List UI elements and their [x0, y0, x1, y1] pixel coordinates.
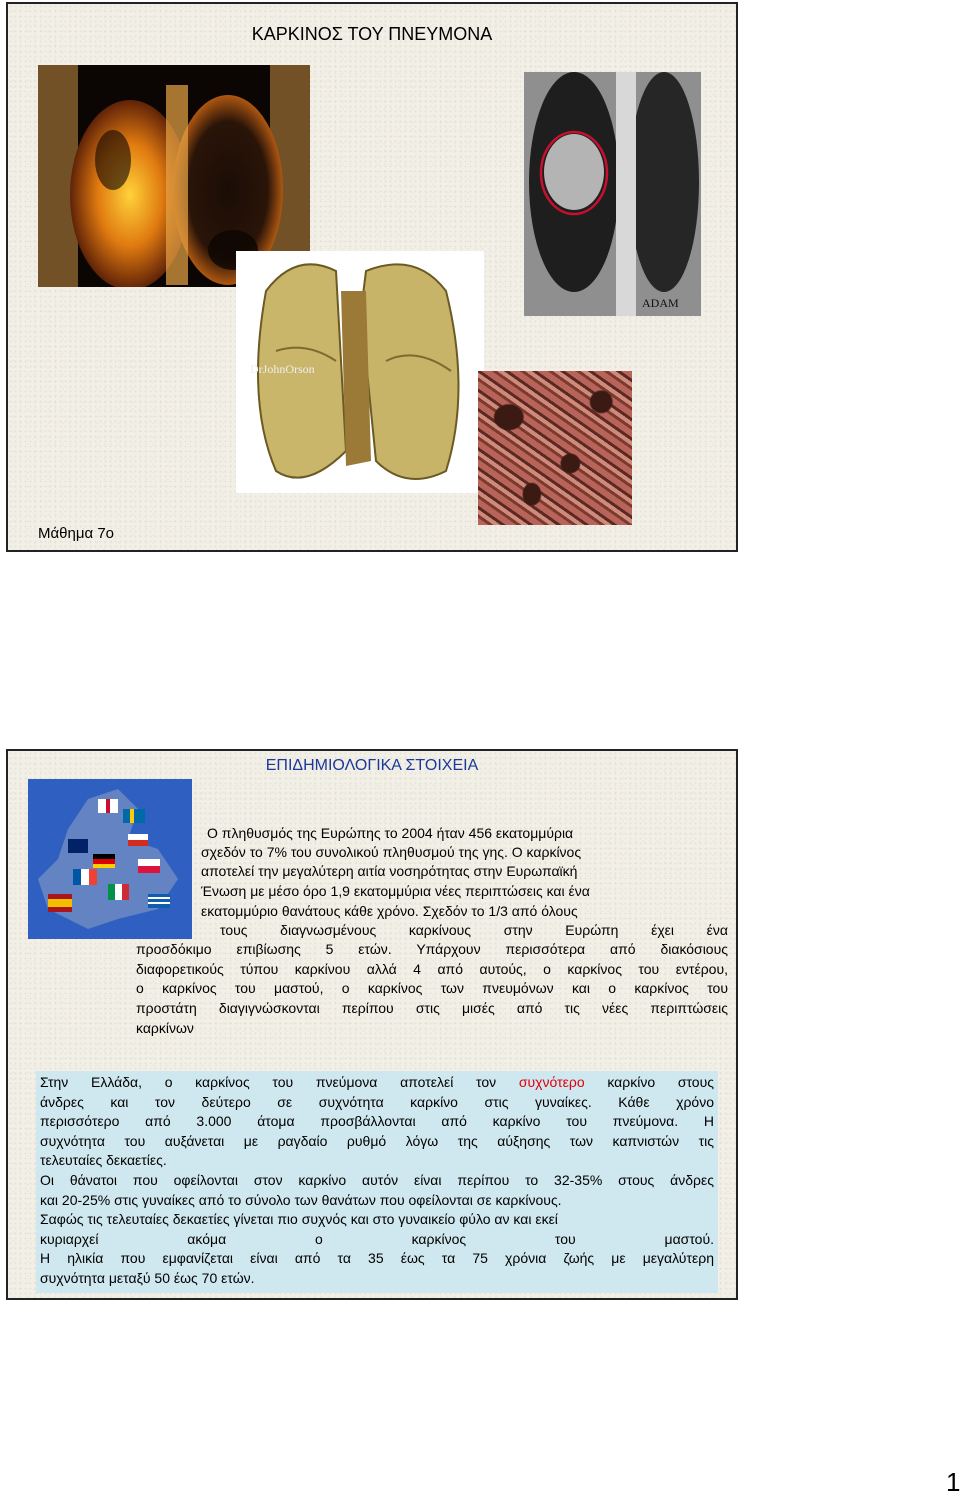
- slide-title: ΚΑΡΚΙΝΟΣ ΤΟΥ ΠΝΕΥΜΟΝΑ: [251, 24, 493, 44]
- box-line: και 20-25% στις γυναίκες από το σύνολο των θανάτων που οφείλονται σε καρκίνους.: [40, 1191, 562, 1208]
- highlighted-word: συχνότερο: [518, 1074, 585, 1090]
- paragraph-line: εκατομμύριο θανάτους κάθε χρόνο. Σχεδόν το 1/3 από όλους: [201, 903, 578, 919]
- box-line: Στην Ελλάδα, ο καρκίνος του πνεύμονα αποτελεί τον συχνότερο καρκίνο στους: [40, 1074, 714, 1090]
- europe-flags-map-image: [28, 779, 192, 939]
- slide-title: ΕΠΙΔΗΜΙΟΛΟΓΙΚΑ ΣΤΟΙΧΕΙΑ: [265, 757, 479, 774]
- box-line: Οι θάνατοι που οφείλονται στον καρκίνο αυτόν είναι περίπου το 32-35% στους άνδρες: [40, 1171, 714, 1188]
- adam-logo: ADAM: [642, 296, 679, 310]
- greece-statistics-box: [36, 1071, 718, 1293]
- box-line: συχνότητα του αυξάνεται με ραγδαίο ρυθμό λόγω της αύξησης των καπνιστών τις: [40, 1132, 714, 1149]
- slide-2: [6, 749, 738, 1300]
- box-line: περισσότερο από 3.000 άτομα προσβάλλονται από καρκίνο του πνεύμονα. Η: [40, 1113, 714, 1130]
- paragraph-line: σχεδόν το 7% του συνολικού πληθυσμού της γης. Ο καρκίνος: [201, 844, 582, 860]
- paragraph-line: αποτελεί την μεγαλύτερη αιτία νοσηρότητας στην Ευρωπαϊκή: [201, 863, 578, 879]
- page-number: 1: [946, 1467, 960, 1497]
- lungs-specimen-image: [236, 251, 484, 493]
- paragraph-line: ο καρκίνος του μαστού, ο καρκίνος των πνευμόνων και ο καρκίνος του: [136, 980, 728, 996]
- box-line: άνδρες και τον δεύτερο σε συχνότητα καρκίνο στις γυναίκες. Κάθε χρόνο: [40, 1093, 714, 1110]
- box-line: κυριαρχεί ακόμα ο καρκίνος του μαστού.: [40, 1230, 714, 1247]
- lungs-watermark: DrJohnOrson: [250, 362, 315, 376]
- paragraph-line: διαφορετικούς τύπου καρκίνου αλλά 4 από αυτούς, ο καρκίνος του εντέρου,: [136, 961, 728, 977]
- paragraph-line: Ένωση με μέσο όρο 1,9 εκατομμύρια νέες περιπτώσεις και ένα: [201, 883, 590, 899]
- box-line: Σαφώς τις τελευταίες δεκαετίες γίνεται πιο συχνός και στο γυναικείο φύλο αν και εκεί: [40, 1211, 558, 1228]
- lesson-label: Μάθημα 7ο: [38, 525, 115, 542]
- grayscale-chest-xray-image: [524, 72, 701, 316]
- box-line: Η ηλικία που εμφανίζεται είναι από τα 35 έως τα 75 χρόνια ζωής με μεγαλύτερη: [40, 1250, 714, 1267]
- box-line: τελευταίες δεκαετίες.: [40, 1152, 167, 1169]
- box-line: συχνότητα μεταξύ 50 έως 70 ετών.: [40, 1269, 255, 1286]
- paragraph-line: προσδόκιμο επιβίωσης 5 ετών. Υπάρχουν περισσότερα από διακόσιους: [136, 941, 728, 957]
- paragraph-line: καρκίνων: [136, 1020, 194, 1036]
- slide-1: [6, 2, 738, 552]
- tissue-micrograph-image: [478, 371, 632, 525]
- paragraph-line: προστάτη διαγιγνώσκονται περίπου στις μισές από τις νέες περιπτώσεις: [136, 1000, 728, 1016]
- paragraph-line: τους διαγνωσμένους καρκίνους στην Ευρώπη έχει ένα: [220, 922, 728, 938]
- paragraph-line: Ο πληθυσμός της Ευρώπης το 2004 ήταν 456 εκατομμύρια: [207, 825, 574, 841]
